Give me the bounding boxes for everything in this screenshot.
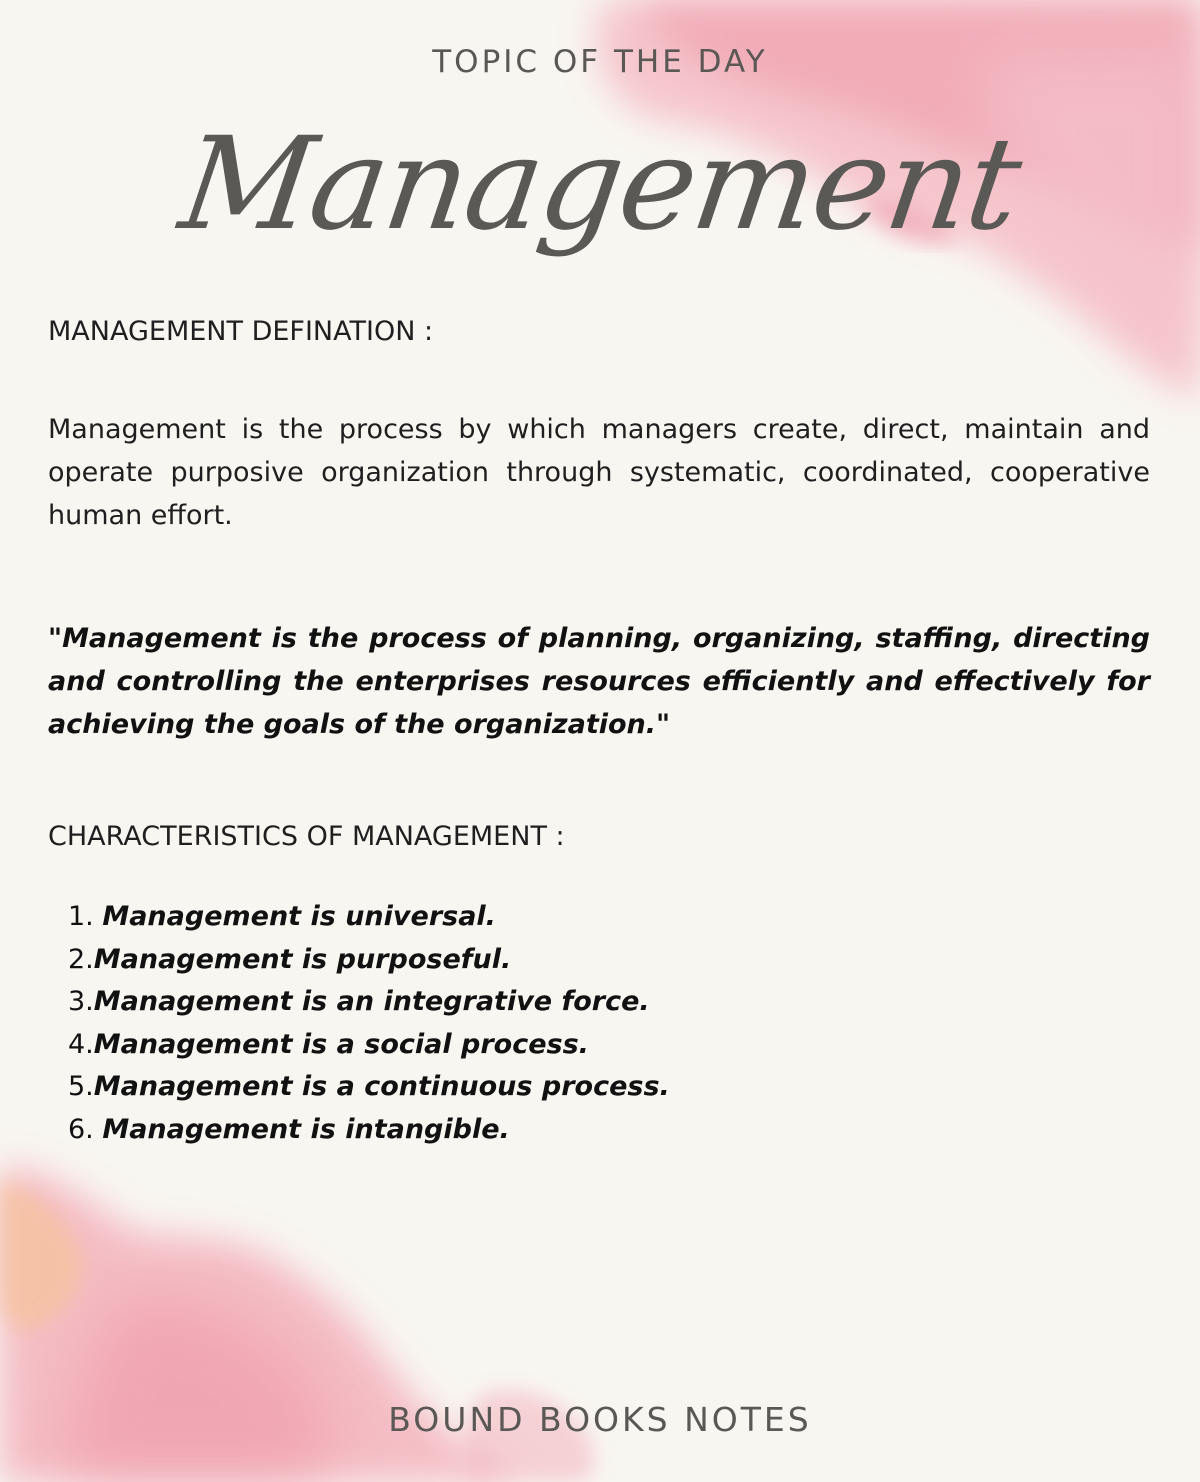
page-title: Management <box>172 110 1028 259</box>
list-item-text: Management is intangible. <box>102 1113 510 1145</box>
list-item-number: 6. <box>68 1113 103 1145</box>
list-item <box>68 896 670 939</box>
definition-quote: "Management is the process of planning, organizing, staffing, directing and controlling the enterprises resources efficiently and effectively for achieving the goals of the organization." <box>48 623 1150 740</box>
list-item <box>68 981 670 1024</box>
list-item-text: Management is a social process. <box>93 1028 589 1060</box>
definition-paragraph: Management is the process by which managers create, direct, maintain and operate purposive organization through systematic, coordinated, cooperative human effort. <box>48 414 1150 531</box>
characteristics-heading: CHARACTERISTICS OF MANAGEMENT : <box>48 821 565 852</box>
list-item-number: 2. <box>68 943 94 975</box>
list-item-number: 3. <box>68 986 94 1017</box>
definition-heading: MANAGEMENT DEFINATION : <box>48 316 434 347</box>
list-item-text: Management is universal. <box>102 901 496 932</box>
list-item-text: Management is an integrative force. <box>93 986 650 1017</box>
list-item <box>68 939 670 982</box>
list-item-number: 5. <box>68 1071 94 1102</box>
list-item <box>68 1066 670 1109</box>
list-item <box>68 1024 670 1067</box>
list-item-text: Management is purposeful. <box>93 943 512 975</box>
list-item-number: 1. <box>68 901 103 932</box>
list-item-text: Management is a continuous process. <box>93 1071 670 1102</box>
topic-label: TOPIC OF THE DAY <box>432 44 768 80</box>
characteristics-list <box>68 896 670 1151</box>
list-item <box>68 1109 670 1152</box>
footer-brand: BOUND BOOKS NOTES <box>388 1400 812 1439</box>
list-item-number: 4. <box>68 1028 94 1060</box>
